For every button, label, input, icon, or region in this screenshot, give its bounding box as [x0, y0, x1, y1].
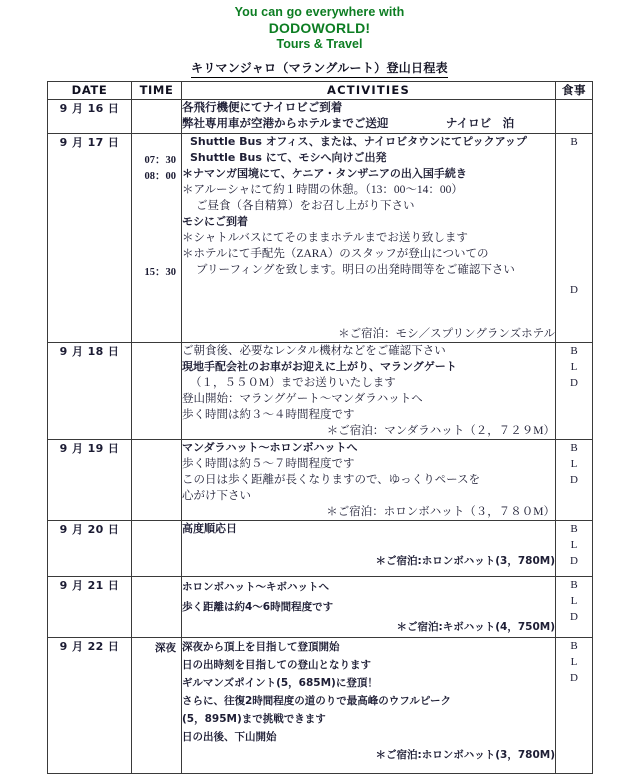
meal-code: B — [570, 640, 578, 652]
activity-line: さらに、往復2時間程度の道のりで最高峰のウフルピーク — [182, 695, 451, 707]
table-row — [48, 521, 593, 577]
activity-line: 歩く距離は約4～6時間程度です — [182, 601, 334, 613]
meal-code: D — [570, 474, 578, 486]
activity-line: ＊ホテルにて手配先（ZARA）のスタッフが登山についての — [182, 248, 489, 260]
meal-code: L — [570, 458, 578, 470]
activity-line: 弊社専用車が空港からホテルまでご送迎 ナイロビ 泊 — [182, 118, 515, 130]
activity-line: 歩く時間は約５～７時間程度です — [182, 458, 355, 470]
cell-meals — [556, 343, 593, 440]
column-header-date: DATE — [48, 82, 132, 100]
cell-meals — [556, 100, 593, 134]
cell-date — [48, 440, 132, 521]
date-value: 9 月 18 日 — [59, 345, 120, 358]
cell-activities — [182, 638, 556, 774]
cell-meals — [556, 440, 593, 521]
line-spacer — [182, 310, 555, 326]
masthead-tagline: You can go everywhere with — [234, 5, 405, 19]
table-row — [48, 134, 593, 343]
activity-line: ご昼食（各自精算）をお召し上がり下さい — [196, 200, 415, 212]
activity-line: （１，５５０M）までお送りいたします — [190, 377, 396, 389]
lodging-note: ＊ご宿泊:キボハット(4，750M) — [396, 621, 555, 633]
column-header-meals: 食事 — [556, 82, 593, 100]
date-value: 9 月 21 日 — [59, 579, 120, 592]
table-body — [48, 100, 593, 774]
cell-meals — [556, 134, 593, 343]
activity-line: 各飛行機便にてナイロビご到着 — [182, 102, 343, 114]
activity-line: 歩く時間は約３～４時間程度です — [182, 409, 355, 421]
itinerary-table — [47, 81, 593, 774]
activity-line: 日の出時刻を目指しての登山となります — [182, 659, 371, 671]
meal-code: L — [570, 361, 578, 373]
meal-code: B — [570, 136, 578, 148]
activity-line: ＊シャトルバスにてそのままホテルまでお送り致します — [182, 232, 468, 244]
column-header-activities: ACTIVITIES — [182, 82, 556, 100]
meal-code: D — [570, 377, 578, 389]
activity-line: マンダラハット～ホロンボハットへ — [182, 441, 358, 454]
table-row — [48, 343, 593, 440]
activity-line: Shuttle Bus オフィス、または、ナイロビタウンにてピックアップ — [190, 135, 527, 148]
activity-line: ホロンボハット～キボハットへ — [182, 581, 329, 593]
meal-code: L — [570, 656, 578, 668]
cell-activities — [182, 440, 556, 521]
date-value: 9 月 22 日 — [59, 640, 120, 653]
cell-date — [48, 577, 132, 638]
cell-date — [48, 343, 132, 440]
date-value: 9 月 16 日 — [59, 102, 120, 115]
activity-line: ギルマンズポイント(5，685M)に登頂！ — [182, 677, 378, 689]
meal-code: D — [570, 611, 578, 623]
activity-line: Shuttle Bus にて、モシへ向けご出発 — [190, 151, 387, 164]
activity-line: ご朝食後、必要なレンタル機材などをご確認下さい — [182, 345, 446, 357]
lodging-note: ＊ご宿泊:ホロンボハット(3，780M) — [375, 749, 555, 761]
activity-line: (5，895M)まで挑戦できます — [182, 713, 326, 725]
meal-code: B — [570, 345, 578, 357]
cell-activities — [182, 577, 556, 638]
cell-activities — [182, 343, 556, 440]
time-value: 深夜 — [155, 643, 176, 654]
time-value: 15：30 — [144, 267, 176, 278]
cell-meals — [556, 577, 593, 638]
masthead-company-name: DODOWORLD! — [268, 20, 371, 36]
cell-date — [48, 100, 132, 134]
cell-date — [48, 521, 132, 577]
activity-line: ＊アルーシャにて約１時間の休憩。（13：00～14：00） — [182, 184, 463, 196]
column-header-time: TIME — [132, 82, 182, 100]
activity-line: 現地手配会社のお車がお迎えに上がり、マラングゲート — [182, 360, 457, 373]
time-value: 07：30 — [144, 155, 176, 166]
cell-time — [132, 577, 182, 638]
cell-time — [132, 134, 182, 343]
line-spacer — [182, 294, 555, 310]
activity-line: 心がけ下さい — [182, 490, 251, 502]
activity-line: モシにご到着 — [182, 215, 248, 228]
activity-line: この日は歩く距離が長くなりますので、ゆっくりペースを — [182, 474, 481, 486]
cell-activities — [182, 134, 556, 343]
meal-code: D — [570, 672, 578, 684]
activity-line: 日の出後、下山開始 — [182, 731, 277, 743]
cell-meals — [556, 521, 593, 577]
meal-code: L — [570, 539, 578, 551]
time-value: 08：00 — [144, 171, 176, 182]
date-value: 9 月 17 日 — [59, 136, 120, 149]
cell-activities — [182, 521, 556, 577]
meal-code: B — [570, 579, 578, 591]
activity-line: 高度順応日 — [182, 522, 237, 535]
activity-line: ブリーフィングを致します。明日の出発時間等をご確認下さい — [196, 264, 515, 276]
cell-time — [132, 100, 182, 134]
meal-code: L — [570, 595, 578, 607]
lodging-note: ＊ご宿泊：ホロンボハット（３，７８０M） — [326, 506, 555, 518]
cell-time — [132, 343, 182, 440]
date-value: 9 月 19 日 — [59, 442, 120, 455]
table-row — [48, 577, 593, 638]
cell-meals — [556, 638, 593, 774]
cell-date — [48, 134, 132, 343]
cell-time — [132, 440, 182, 521]
lodging-note: ＊ご宿泊：マンダラハット（２，７２９M） — [326, 425, 555, 437]
cell-time — [132, 521, 182, 577]
lodging-note: ＊ご宿泊：モシ／スプリングランズホテル — [338, 328, 555, 340]
table-header-row — [48, 82, 593, 100]
document-title-wrap — [0, 59, 639, 78]
activity-line: 登山開始：マラングゲート～マンダラハットへ — [182, 393, 423, 405]
table-row — [48, 440, 593, 521]
cell-activities — [182, 100, 556, 134]
activity-line: 深夜から頂上を目指して登頂開始 — [182, 641, 340, 653]
page-title: キリマンジャロ（マラングルート）登山日程表 — [191, 59, 448, 78]
meal-code: D — [570, 555, 578, 567]
table-head — [48, 82, 593, 100]
line-spacer — [182, 537, 555, 553]
table-row — [48, 638, 593, 774]
meal-code: B — [570, 442, 578, 454]
cell-date — [48, 638, 132, 774]
meal-code: B — [570, 523, 578, 535]
line-spacer — [182, 278, 555, 294]
table-row — [48, 100, 593, 134]
activity-line: ＊ナマンガ国境にて、ケニア・タンザニアの出入国手続き — [182, 167, 467, 180]
company-masthead — [0, 0, 639, 52]
meal-code: D — [570, 284, 578, 296]
masthead-subtitle: Tours & Travel — [276, 37, 363, 51]
lodging-note: ＊ご宿泊:ホロンボハット(3，780M) — [375, 555, 555, 567]
date-value: 9 月 20 日 — [59, 523, 120, 536]
itinerary-sheet — [47, 81, 592, 774]
cell-time — [132, 638, 182, 774]
